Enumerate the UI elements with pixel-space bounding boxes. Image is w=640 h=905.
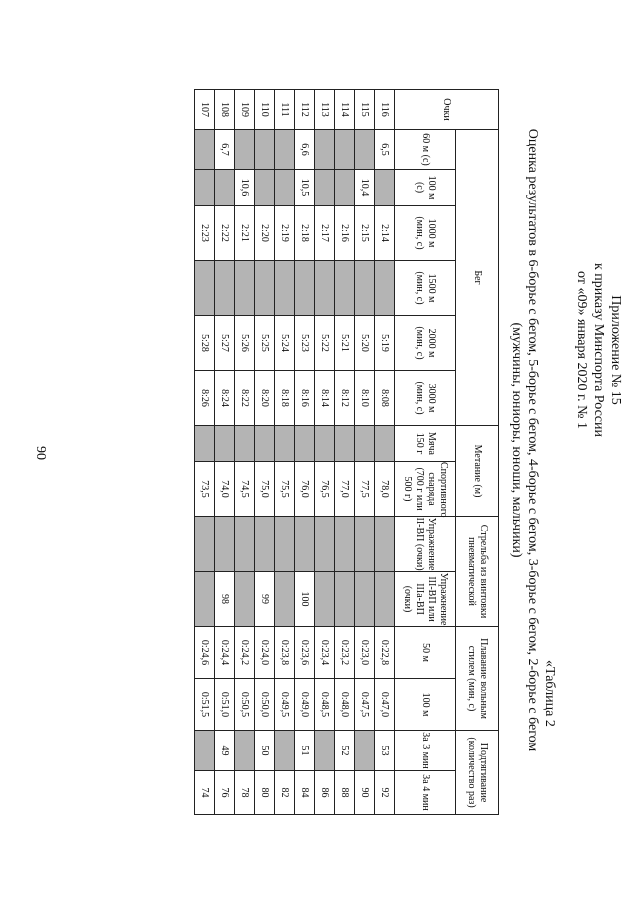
table-reference: «Таблица 2 — [542, 660, 557, 727]
score-cell: 84 — [295, 771, 315, 815]
score-cell: 75,5 — [275, 462, 295, 517]
score-cell — [315, 426, 335, 462]
score-cell: 0:50,0 — [255, 679, 275, 731]
score-cell: 92 — [375, 771, 395, 815]
score-cell — [295, 426, 315, 462]
score-cell — [215, 517, 235, 572]
table-row — [355, 90, 375, 815]
header-swim: Плавание вольным стилем (мин, с) — [456, 627, 499, 731]
score-cell: 5:26 — [235, 316, 255, 371]
score-cell: 88 — [335, 771, 355, 815]
header-run-1500: 1500 м (мин, с) — [395, 261, 456, 316]
score-cell: 0:48,0 — [335, 679, 355, 731]
table-row — [255, 90, 275, 815]
score-cell — [315, 517, 335, 572]
score-cell: 8:24 — [215, 371, 235, 426]
score-cell — [215, 426, 235, 462]
score-cell: 8:12 — [335, 371, 355, 426]
table-row — [315, 90, 335, 815]
score-cell — [335, 261, 355, 316]
score-cell: 2:17 — [315, 206, 335, 261]
score-cell: 76,5 — [315, 462, 335, 517]
score-cell — [295, 517, 315, 572]
score-cell — [355, 731, 375, 771]
score-cell: 8:26 — [195, 371, 215, 426]
score-cell: 10,6 — [235, 170, 255, 206]
score-cell: 0:48,5 — [315, 679, 335, 731]
score-cell: 5:21 — [335, 316, 355, 371]
table-row — [235, 90, 255, 815]
points-cell: 111 — [275, 90, 295, 130]
score-cell: 53 — [375, 731, 395, 771]
score-cell — [195, 170, 215, 206]
header-throw-implement: Спортивного снаряда (700 г или 500 г) — [395, 462, 456, 517]
points-cell: 113 — [315, 90, 335, 130]
score-cell: 99 — [255, 572, 275, 627]
score-cell: 74,5 — [235, 462, 255, 517]
score-cell — [195, 261, 215, 316]
score-cell: 0:22,8 — [375, 627, 395, 679]
score-cell: 98 — [215, 572, 235, 627]
score-cell — [235, 426, 255, 462]
appendix-line-3: от «09» января 2020 г. № 1 — [574, 271, 589, 429]
score-cell: 82 — [275, 771, 295, 815]
score-cell — [275, 170, 295, 206]
score-cell: 5:20 — [355, 316, 375, 371]
score-cell — [215, 170, 235, 206]
score-cell: 8:10 — [355, 371, 375, 426]
score-cell — [375, 572, 395, 627]
table-row — [195, 90, 215, 815]
header-shoot: Стрельба из винтовки пневматической — [456, 517, 499, 627]
table-title — [508, 20, 540, 860]
header-run-2000: 2000 м (мин, с) — [395, 316, 456, 371]
score-cell — [355, 572, 375, 627]
score-cell — [335, 130, 355, 170]
score-cell: 5:27 — [215, 316, 235, 371]
score-cell — [335, 572, 355, 627]
score-cell: 6,5 — [375, 130, 395, 170]
score-cell — [375, 261, 395, 316]
score-cell — [195, 517, 215, 572]
header-run-60: 60 м (с) — [395, 130, 456, 170]
header-run-1000: 1000 м (мин, с) — [395, 206, 456, 261]
score-cell — [235, 731, 255, 771]
table-body — [195, 90, 395, 815]
score-cell — [315, 170, 335, 206]
score-cell — [315, 261, 335, 316]
score-cell — [195, 130, 215, 170]
score-cell: 0:49,5 — [275, 679, 295, 731]
score-cell: 74 — [195, 771, 215, 815]
score-cell: 2:23 — [195, 206, 215, 261]
points-cell: 109 — [235, 90, 255, 130]
score-cell: 8:14 — [315, 371, 335, 426]
score-cell — [335, 517, 355, 572]
score-cell: 75,0 — [255, 462, 275, 517]
score-cell — [215, 261, 235, 316]
score-cell: 0:24,6 — [195, 627, 215, 679]
score-cell — [235, 261, 255, 316]
score-cell: 2:20 — [255, 206, 275, 261]
score-cell — [275, 572, 295, 627]
score-cell — [375, 517, 395, 572]
score-cell: 90 — [355, 771, 375, 815]
table-row — [215, 90, 235, 815]
title-line-2: (мужчины, юниоры, юноши, мальчики) — [509, 322, 524, 558]
table-row — [275, 90, 295, 815]
score-cell: 100 — [295, 572, 315, 627]
score-cell: 0:51,5 — [195, 679, 215, 731]
header-swim-50: 50 м — [395, 627, 456, 679]
score-cell — [355, 517, 375, 572]
points-cell: 115 — [355, 90, 375, 130]
appendix-line-1: Приложение № 15 — [608, 295, 623, 405]
table-row — [335, 90, 355, 815]
score-cell — [275, 130, 295, 170]
score-cell: 74,0 — [215, 462, 235, 517]
score-cell — [195, 426, 215, 462]
score-cell: 49 — [215, 731, 235, 771]
score-cell — [255, 426, 275, 462]
header-shoot-2vp: Упражнение II-ВП (очки) — [395, 517, 456, 572]
score-cell — [335, 170, 355, 206]
score-cell: 2:18 — [295, 206, 315, 261]
points-cell: 114 — [335, 90, 355, 130]
header-pull-4min: За 4 мин — [395, 771, 456, 815]
appendix-header — [573, 180, 624, 520]
score-cell: 6,7 — [215, 130, 235, 170]
score-cell: 0:23,2 — [335, 627, 355, 679]
points-cell: 108 — [215, 90, 235, 130]
page-number: 90 — [33, 446, 48, 460]
score-cell: 78,0 — [375, 462, 395, 517]
score-cell: 2:19 — [275, 206, 295, 261]
header-swim-100: 100 м — [395, 679, 456, 731]
score-cell — [315, 731, 335, 771]
score-cell: 2:16 — [335, 206, 355, 261]
score-cell: 80 — [255, 771, 275, 815]
score-cell: 0:24,4 — [215, 627, 235, 679]
score-cell — [275, 261, 295, 316]
score-cell — [195, 572, 215, 627]
score-cell: 10,5 — [295, 170, 315, 206]
score-cell — [355, 261, 375, 316]
score-cell: 0:23,6 — [295, 627, 315, 679]
score-cell: 76,0 — [295, 462, 315, 517]
scores-table — [194, 89, 499, 815]
score-cell — [355, 426, 375, 462]
score-cell: 5:22 — [315, 316, 335, 371]
score-cell: 0:50,5 — [235, 679, 255, 731]
score-cell: 0:23,8 — [275, 627, 295, 679]
score-cell — [315, 130, 335, 170]
score-cell: 2:15 — [355, 206, 375, 261]
points-cell: 112 — [295, 90, 315, 130]
score-cell — [295, 261, 315, 316]
score-cell — [355, 130, 375, 170]
score-cell: 2:14 — [375, 206, 395, 261]
score-cell: 73,5 — [195, 462, 215, 517]
score-cell — [275, 517, 295, 572]
score-cell — [255, 517, 275, 572]
score-cell: 0:49,0 — [295, 679, 315, 731]
header-points: Очки — [395, 90, 499, 130]
header-shoot-3vp: Упражнение III-ВП или IIIа-ВП (очки) — [395, 572, 456, 627]
score-cell — [195, 731, 215, 771]
score-cell: 2:22 — [215, 206, 235, 261]
score-cell: 77,5 — [355, 462, 375, 517]
score-cell: 78 — [235, 771, 255, 815]
points-cell: 116 — [375, 90, 395, 130]
title-line-1: Оценка результатов в 6-борье с бегом, 5-борье с бегом, 4-борье с бегом, 3-борье с бегом, 2-борье с бегом — [525, 128, 540, 752]
score-cell: 51 — [295, 731, 315, 771]
score-cell: 8:16 — [295, 371, 315, 426]
score-cell: 0:47,0 — [375, 679, 395, 731]
score-cell: 5:23 — [295, 316, 315, 371]
score-cell: 52 — [335, 731, 355, 771]
score-cell: 0:23,4 — [315, 627, 335, 679]
table-row — [295, 90, 315, 815]
header-run: Бег — [456, 130, 499, 426]
score-cell: 0:51,0 — [215, 679, 235, 731]
score-cell: 6,6 — [295, 130, 315, 170]
score-cell — [275, 426, 295, 462]
score-cell — [235, 130, 255, 170]
score-cell — [235, 572, 255, 627]
score-cell: 5:25 — [255, 316, 275, 371]
score-cell: 2:21 — [235, 206, 255, 261]
score-cell — [375, 426, 395, 462]
score-cell — [335, 426, 355, 462]
score-cell — [255, 261, 275, 316]
header-pullups: Подтягивание (количество раз) — [456, 731, 499, 815]
score-cell: 8:08 — [375, 371, 395, 426]
table-row — [375, 90, 395, 815]
score-cell: 5:24 — [275, 316, 295, 371]
score-cell: 0:47,5 — [355, 679, 375, 731]
score-cell: 76 — [215, 771, 235, 815]
score-cell: 86 — [315, 771, 335, 815]
score-cell: 8:20 — [255, 371, 275, 426]
score-cell — [255, 130, 275, 170]
header-pull-3min: За 3 мин — [395, 731, 456, 771]
score-cell — [375, 170, 395, 206]
score-cell: 77,0 — [335, 462, 355, 517]
score-cell: 10,4 — [355, 170, 375, 206]
score-cell — [255, 170, 275, 206]
table-header — [395, 90, 499, 815]
score-cell: 8:18 — [275, 371, 295, 426]
points-cell: 110 — [255, 90, 275, 130]
appendix-line-2: к приказу Минспорта России — [591, 263, 606, 437]
score-cell — [235, 517, 255, 572]
header-throw: Метание (м) — [456, 426, 499, 517]
score-cell: 8:22 — [235, 371, 255, 426]
score-cell: 0:23,0 — [355, 627, 375, 679]
score-cell: 5:28 — [195, 316, 215, 371]
score-cell: 5:19 — [375, 316, 395, 371]
score-cell — [315, 572, 335, 627]
score-cell: 0:24,0 — [255, 627, 275, 679]
header-run-100: 100 м (с) — [395, 170, 456, 206]
score-cell — [275, 731, 295, 771]
points-cell: 107 — [195, 90, 215, 130]
header-throw-ball: Мяча 150 г — [395, 426, 456, 462]
score-cell: 0:24,2 — [235, 627, 255, 679]
score-cell: 50 — [255, 731, 275, 771]
header-run-3000: 3000 м (мин, с) — [395, 371, 456, 426]
